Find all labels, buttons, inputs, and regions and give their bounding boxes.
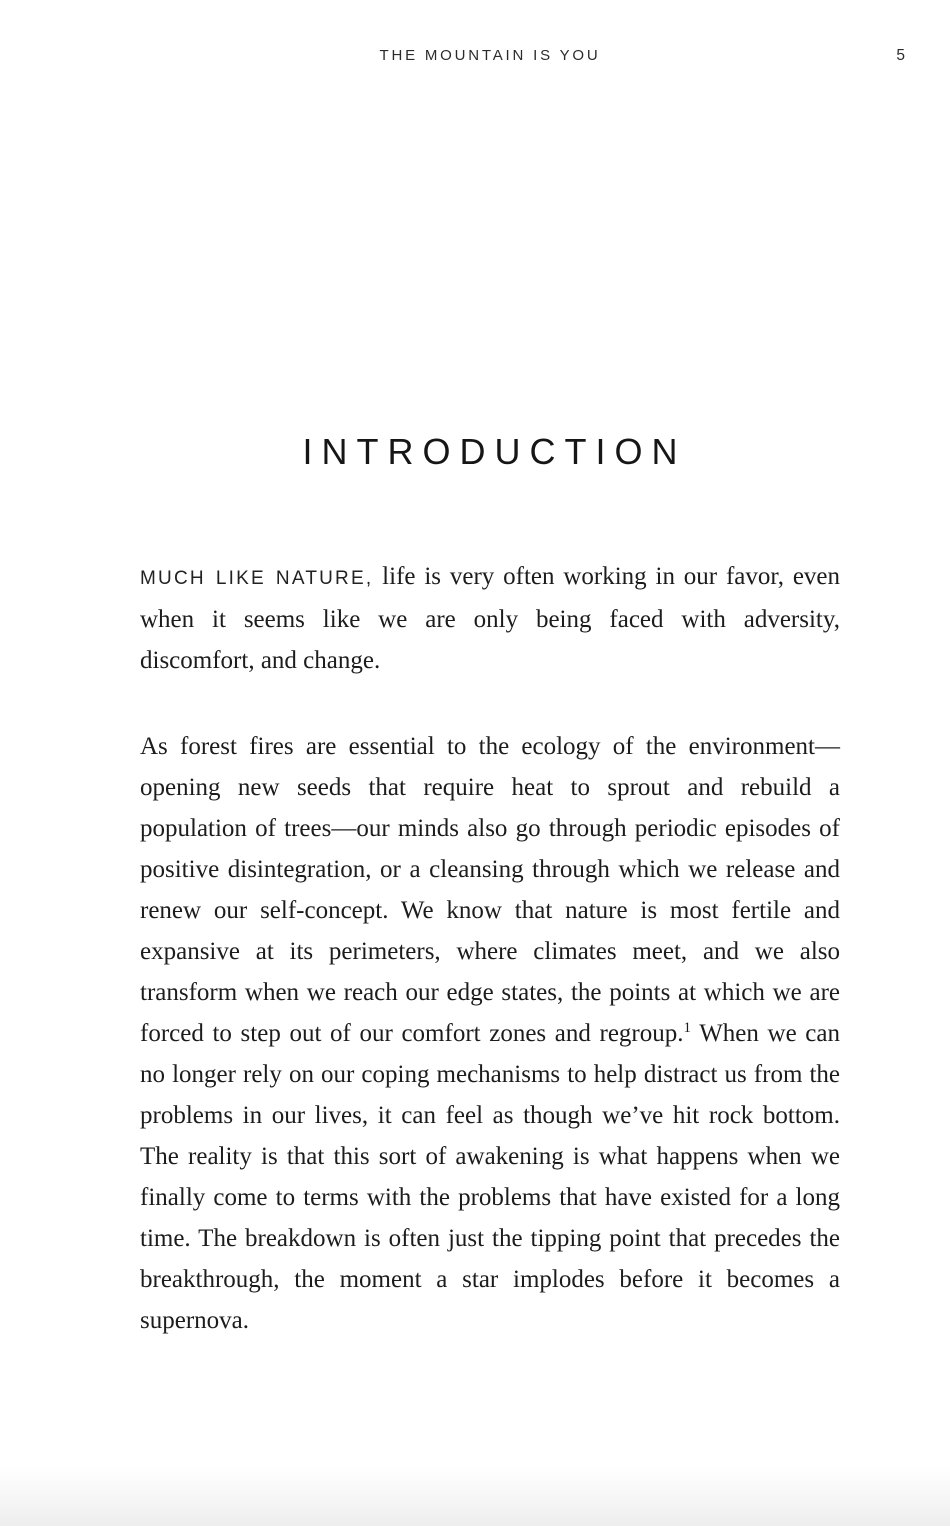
- paragraph-main-text-before-footnote: As forest fires are essential to the ecology of the environment—opening new seeds that require heat to sprout and rebuild a population of trees—our minds also go through periodic episodes of positive disintegration, or a cleansing through which we release and renew our self-concept. We know that nature is most fertile and expansive at its perimeters, where climates meet, and we also transform when we reach our edge states, the points at which we are forced to step out of our comfort zones and regroup.: [140, 733, 840, 1047]
- footnote-marker: 1: [683, 1020, 692, 1036]
- paragraph-main-text-after-footnote: When we can no longer rely on our coping mechanisms to help distract us from the problems in our lives, it can feel as though we’ve hit rock bottom. The reality is that this sort of awakening is what happens when we finally come to terms with the problems that have existed for a long time. The breakdown is often just the tipping point that precedes the breakthrough, the moment a star implodes before it becomes a supernova.: [140, 1020, 840, 1334]
- page-bottom-shadow: [0, 1466, 950, 1526]
- paragraph-intro-text: life is very often working in our favor, even when it seems like we are only being faced with adversity, discomfort, and change.: [140, 563, 841, 674]
- running-header: [140, 47, 840, 65]
- lead-small-caps: MUCH LIKE NATURE,: [140, 568, 374, 589]
- paragraph-main: [140, 726, 840, 1341]
- running-title: THE MOUNTAIN IS YOU: [379, 47, 601, 64]
- chapter-title: INTRODUCTION: [302, 431, 687, 472]
- paragraph-intro: [140, 556, 840, 681]
- page-number: 5: [896, 47, 905, 64]
- body-text: [140, 556, 840, 1341]
